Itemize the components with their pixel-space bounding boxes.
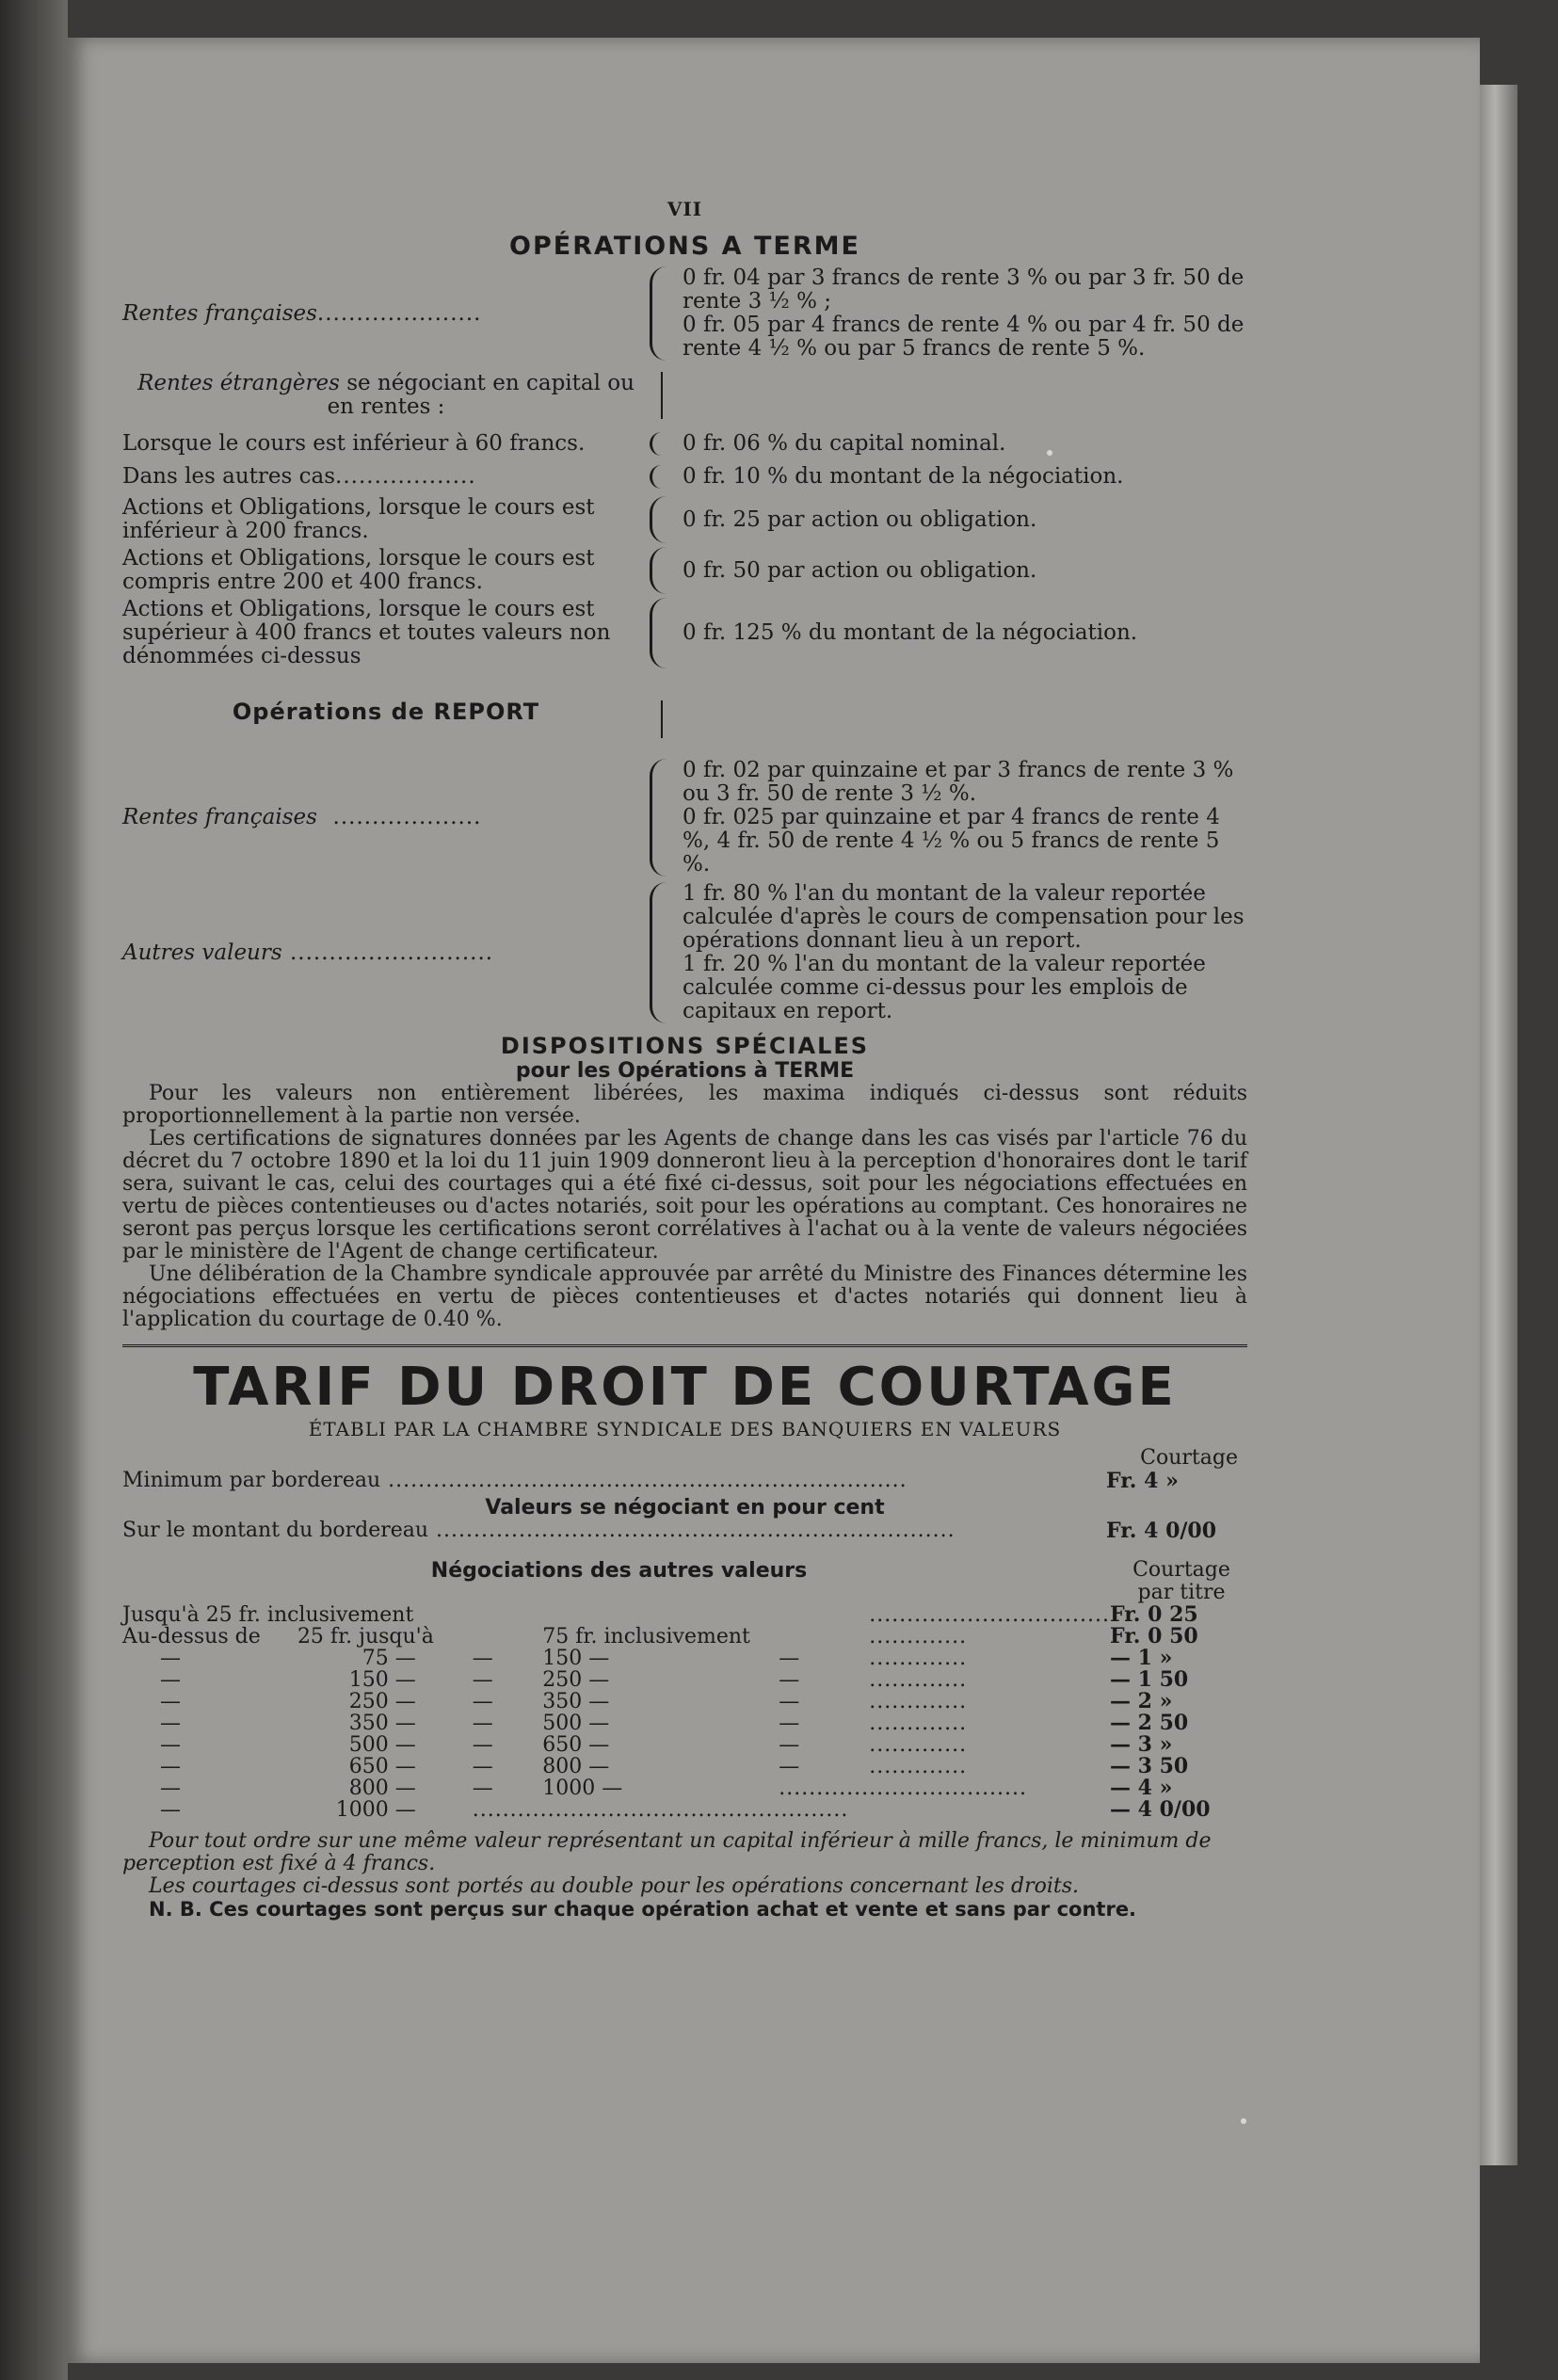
report-rentes-label: Rentes françaises [122, 805, 317, 829]
tarif-cell: — [160, 1755, 181, 1778]
leader-dots: ............. [869, 1712, 968, 1735]
tarif-cell: 650 — [542, 1733, 610, 1757]
report-title: Opérations de REPORT [232, 699, 540, 725]
report-rentes-line: 0 fr. 025 par quinzaine et par 4 francs de rente 4 %, 4 fr. 50 de rente 4 ½ % ou 5 francs de rente 5 %. [683, 805, 1220, 876]
terme-row-left: Actions et Obligations, lorsque le cours est inférieur à 200 francs. [122, 495, 595, 543]
terme-row-right: 0 fr. 06 % du capital nominal. [683, 431, 1006, 456]
table-row [122, 1756, 1247, 1777]
terme-row-right: 0 fr. 25 par action ou obligation. [683, 507, 1037, 532]
tarif-cell: — [779, 1712, 800, 1735]
leader-dots: ..................................................................... [428, 1520, 956, 1542]
leader-dots: ............. [869, 1668, 968, 1692]
terme-rows [122, 432, 1247, 668]
minimum-label: Minimum par bordereau [122, 1469, 381, 1492]
brace [650, 547, 673, 594]
tarif-value: — 4 0/00 [1110, 1797, 1211, 1822]
tarif-cell: — [779, 1755, 800, 1778]
tarif-cell: 150 — [542, 1647, 610, 1670]
brace [650, 598, 673, 668]
leader-dots: .................................................. [472, 1798, 849, 1822]
minimum-row [122, 1470, 1247, 1492]
tarif-cell: 650 — [348, 1755, 416, 1778]
tarif-cell: 500 — [542, 1712, 610, 1735]
table-row [122, 1626, 1247, 1648]
rentes-etrangeres-italic: Rentes étrangères [137, 371, 340, 395]
tarif-value: — 1 50 [1110, 1667, 1189, 1692]
minimum-value: Fr. 4 » [1106, 1469, 1179, 1493]
tarif-cell: 1000 — [335, 1798, 416, 1822]
terme-row-left: Actions et Obligations, lorsque le cours est supérieur à 400 francs et toutes valeurs non dénommées ci-dessus [122, 597, 611, 668]
tarif-title: TARIF DU DROIT DE COURTAGE [193, 1357, 1177, 1418]
montant-value: Fr. 4 0/00 [1106, 1519, 1217, 1543]
rentes-etrangeres-rest: se négociant en capital ou en rentes : [327, 371, 634, 419]
terme-row [122, 547, 1247, 594]
tarif-cell: — [472, 1777, 493, 1800]
leader-dots: .................. [335, 464, 476, 489]
terme-row-left: Actions et Obligations, lorsque le cours est compris entre 200 et 400 francs. [122, 546, 595, 594]
tarif-cell: — [160, 1712, 181, 1735]
tarif-cell: — [472, 1690, 493, 1713]
tarif-cell: 75 — [361, 1647, 416, 1670]
tarif-cell: — [160, 1690, 181, 1713]
tarif-cell: — [160, 1798, 181, 1822]
autres-heading: Négociations des autres valeurs [430, 1559, 808, 1583]
tarif-cell: 500 — [348, 1733, 416, 1757]
tarif-value: — 2 50 [1110, 1711, 1189, 1735]
table-row [122, 1799, 1247, 1821]
table-row [122, 1777, 1247, 1799]
terme-rentes-label: Rentes françaises [122, 300, 317, 326]
dispositions-subtitle: pour les Opérations à TERME [515, 1059, 855, 1083]
leader-dots: ..................................................................... [380, 1470, 907, 1492]
tarif-cell: 800 — [542, 1755, 610, 1778]
tarif-cell: 800 — [348, 1777, 416, 1800]
leader-dots: .......................... [281, 940, 494, 965]
table-row [122, 1669, 1247, 1691]
tarif-cell: 25 fr. jusqu'à [297, 1625, 434, 1648]
brace [650, 266, 673, 361]
tarif-cell: — [472, 1712, 493, 1735]
terme-row-right: 0 fr. 50 par action ou obligation. [683, 557, 1037, 583]
vertical-rule [661, 700, 663, 738]
tarif-cell: — [472, 1755, 493, 1778]
report-autres-line: 1 fr. 20 % l'an du montant de la valeur reportée calculée comme ci-dessus pour les emplois de capitaux en report. [683, 952, 1206, 1023]
report-autres-label: Autres valeurs [122, 940, 282, 965]
tarif-cell [473, 1626, 543, 1648]
tarif-cell: 75 fr. inclusivement [542, 1625, 750, 1648]
leader-dots: ................................. [779, 1777, 1028, 1800]
double-rule [122, 1344, 1247, 1347]
leader-dots: ............. [869, 1647, 968, 1670]
report-rentes-line: 0 fr. 02 par quinzaine et par 3 francs de rente 3 % ou 3 fr. 50 de rente 3 ½ %. [683, 758, 1234, 806]
tarif-cell: Jusqu'à 25 fr. inclusivement [122, 1603, 414, 1627]
table-row [122, 1648, 1247, 1669]
terme-row [122, 465, 1247, 489]
tarif-table [122, 1604, 1247, 1821]
paper-speck [1241, 2118, 1246, 2124]
tarif-note: Les courtages ci-dessus sont portés au double pour les opérations concernant les droits. [149, 1874, 1079, 1898]
terme-row-left: Dans les autres cas [122, 464, 336, 489]
table-row [122, 1734, 1247, 1756]
terme-row-right: 0 fr. 10 % du montant de la négociation. [683, 464, 1124, 489]
brace [650, 496, 673, 543]
leader-dots: ............. [869, 1733, 968, 1757]
leader-dots: ............. [869, 1690, 968, 1713]
tarif-cell: — [472, 1647, 493, 1670]
tarif-cell: 250 — [348, 1690, 416, 1713]
brace [650, 882, 673, 1023]
dispositions-title: DISPOSITIONS SPÉCIALES [500, 1033, 870, 1059]
leader-dots: ................................ [869, 1603, 1110, 1627]
table-row [122, 1713, 1247, 1734]
tarif-subtitle: ÉTABLI PAR LA CHAMBRE SYNDICALE DES BANQUIERS EN VALEURS [308, 1418, 1062, 1440]
dispositions-paragraph: Les certifications de signatures données par les Agents de change dans les cas visés par l'article 76 du décret du 7 octobre 1890 et la loi du 11 juin 1909 donneront lieu à la perception d'honoraires dont le tarif sera, suivant le cas, celui des courtages qui a été fixé ci-dessus, soit pour les négociations effectuées en vertu de pièces contentieuses ou d'actes notariés, soit pour les opérations au comptant. Ces honoraires ne seront pas perçus lorsque les certifications seront corrélatives à l'achat ou à la vente de valeurs négociées par le ministère de l'Agent de change certificateur. [122, 1127, 1247, 1263]
tarif-cell: — [779, 1668, 800, 1692]
paper-speck [1047, 450, 1052, 456]
report-autres-line: 1 fr. 80 % l'an du montant de la valeur reportée calculée d'après le cours de compensation pour les opérations donnant lieu à un report. [683, 881, 1245, 953]
terme-rentes-francaises [122, 266, 1247, 361]
terme-row [122, 432, 1247, 456]
tarif-note: Pour tout ordre sur une même valeur représentant un capital inférieur à mille francs, le minimum de perception est fixé à 4 francs. [122, 1829, 1212, 1875]
page-edge [1480, 85, 1518, 2165]
dispositions-paragraph: Pour les valeurs non entièrement libérées, les maxima indiqués ci-dessus sont réduits proportionnellement à la partie non versée. [122, 1082, 1247, 1128]
tarif-cell: — [472, 1733, 493, 1757]
terme-row [122, 598, 1247, 668]
leader-dots: ............. [869, 1625, 968, 1648]
pour-cent-heading: Valeurs se négociant en pour cent [485, 1496, 885, 1520]
tarif-cell: — [160, 1777, 181, 1800]
terme-rentes-line: 0 fr. 04 par 3 francs de rente 3 % ou par 3 fr. 50 de rente 3 ½ % ; [683, 265, 1245, 314]
leader-dots: ................... [316, 805, 482, 829]
table-row [122, 1691, 1247, 1713]
report-rentes-francaises [122, 759, 1247, 876]
terme-row-right: 0 fr. 125 % du montant de la négociation. [683, 620, 1138, 645]
tarif-value: — 3 50 [1110, 1754, 1189, 1778]
tarif-cell: — [472, 1668, 493, 1692]
brace [650, 759, 673, 876]
tarif-cell: 1000 — [542, 1777, 623, 1800]
tarif-cell: Au-dessus de [122, 1625, 261, 1648]
tarif-value: — 3 » [1110, 1732, 1173, 1757]
terme-rentes-line: 0 fr. 05 par 4 francs de rente 4 % ou par 4 fr. 50 de rente 4 ½ % ou par 5 francs de rente 5 %. [683, 313, 1245, 361]
terme-row [122, 496, 1247, 543]
page-content [122, 160, 1247, 1921]
brace [650, 465, 673, 489]
nb-note: N. B. Ces courtages sont perçus sur chaque opération achat et vente et sans par contre. [149, 1898, 1137, 1921]
tarif-cell: — [160, 1647, 181, 1670]
tarif-cell: — [779, 1690, 800, 1713]
tarif-cell: — [160, 1733, 181, 1757]
dispositions-paragraph: Une délibération de la Chambre syndicale approuvée par arrêté du Ministre des Finances détermine les négociations effectuées en vertu de pièces contentieuses et d'actes notariés qui donnent lieu à l'application du courtage de 0.40 %. [122, 1262, 1247, 1331]
tarif-cell: 150 — [348, 1668, 416, 1692]
tarif-cell: 250 — [542, 1668, 610, 1692]
tarif-cell: 350 — [348, 1712, 416, 1735]
tarif-cell: 350 — [542, 1690, 610, 1713]
page-number: VII [667, 198, 703, 220]
terme-rentes-etrangeres [122, 372, 1247, 419]
book-binding [0, 0, 68, 2380]
brace [650, 432, 673, 456]
tarif-cell: — [779, 1733, 800, 1757]
leader-dots: ............. [869, 1755, 968, 1778]
tarif-value: Fr. 0 50 [1110, 1624, 1198, 1648]
operations-terme-title: OPÉRATIONS A TERME [509, 232, 860, 261]
terme-row-left: Lorsque le cours est inférieur à 60 francs. [122, 431, 586, 456]
montant-label: Sur le montant du bordereau [122, 1519, 429, 1542]
tarif-cell: — [160, 1668, 181, 1692]
tarif-value: Fr. 0 25 [1110, 1602, 1198, 1627]
report-autres-valeurs [122, 882, 1247, 1023]
courtage-par-titre: Courtage par titre [1132, 1558, 1230, 1604]
table-row [122, 1604, 1247, 1626]
tarif-value: — 1 » [1110, 1646, 1173, 1670]
leader-dots: ..................... [316, 300, 482, 326]
courtage-header: Courtage [1140, 1446, 1238, 1470]
tarif-cell: — [779, 1647, 800, 1670]
tarif-value: — 2 » [1110, 1689, 1173, 1713]
tarif-value: — 4 » [1110, 1776, 1173, 1800]
montant-row [122, 1520, 1247, 1542]
